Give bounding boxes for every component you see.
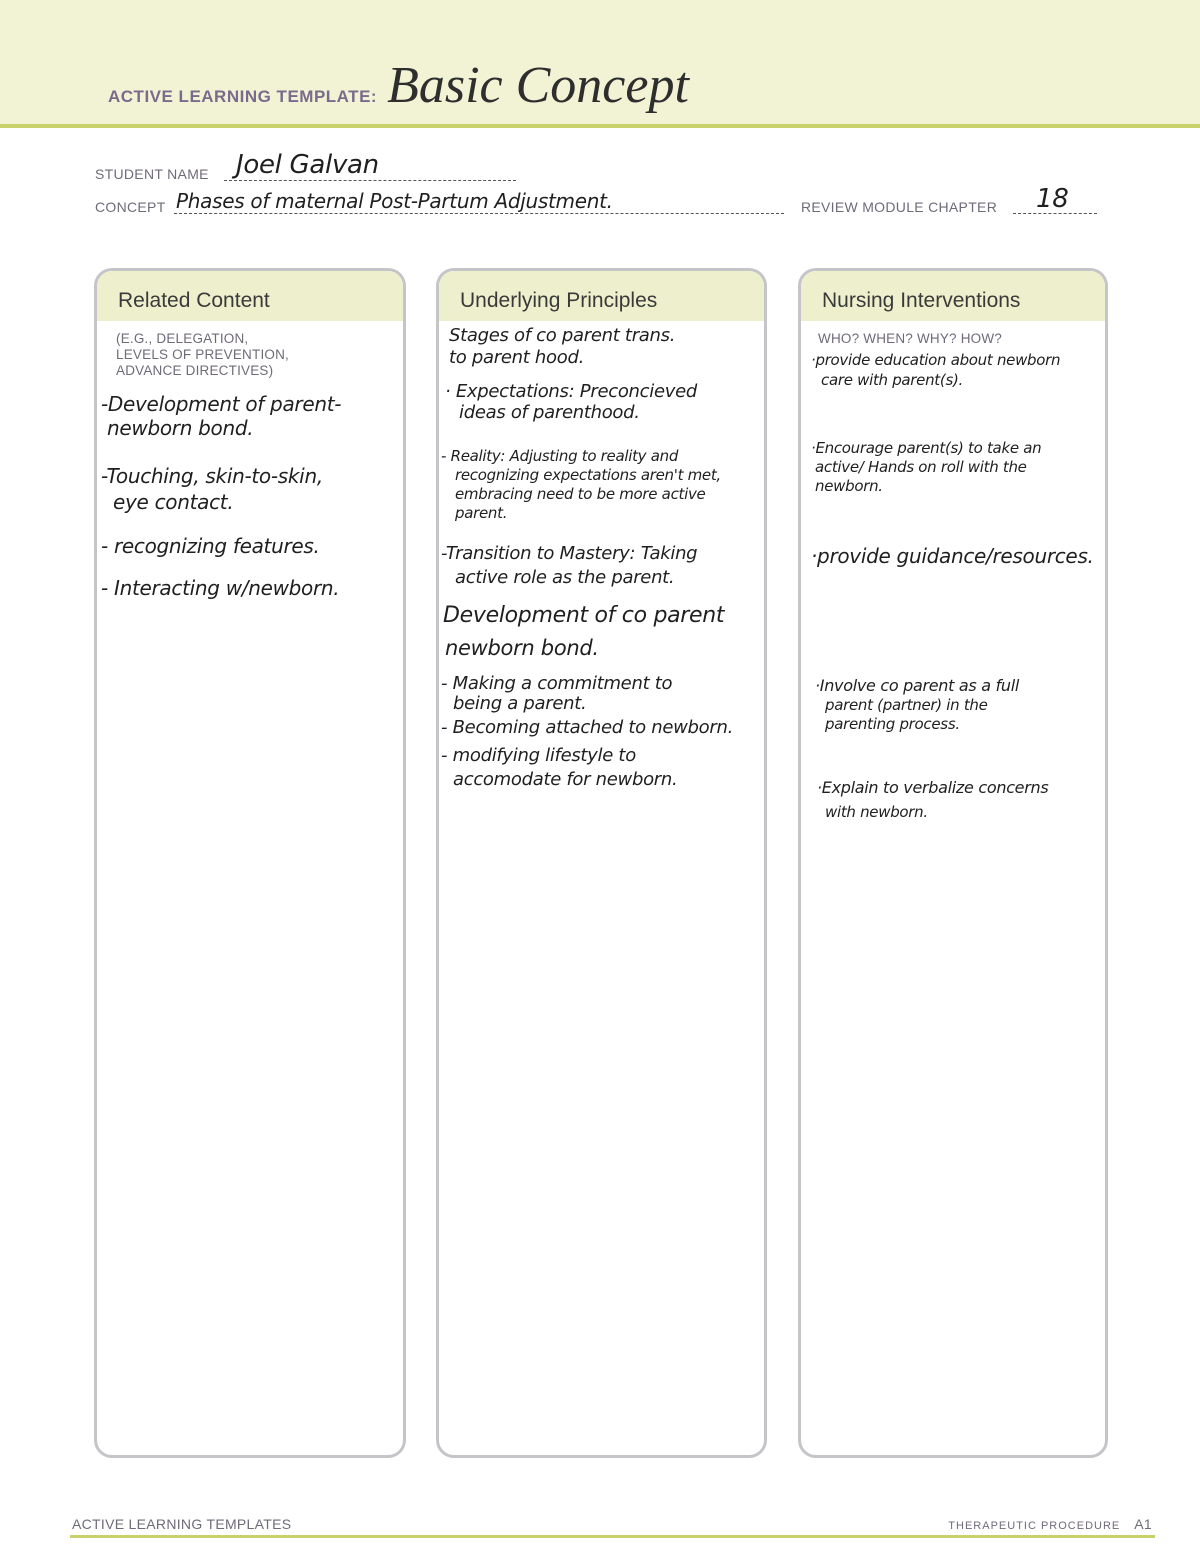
concept-label: CONCEPT [95,199,166,215]
related-note: -Development of parent- [101,392,342,416]
principles-note: - Becoming attached to newborn. [441,717,734,738]
interventions-note: active/ Hands on roll with the [815,458,1027,476]
chapter-label: REVIEW MODULE CHAPTER [801,199,998,215]
concept-underline [174,213,784,214]
template-title: Basic Concept [387,57,689,114]
chapter-value[interactable]: 18 [1036,184,1069,214]
related-content-hint-line: LEVELS OF PREVENTION, [116,347,289,362]
principles-note: - Reality: Adjusting to reality and [441,447,679,465]
nursing-interventions-heading: Nursing Interventions [801,271,1105,321]
principles-note: - modifying lifestyle to [441,745,636,766]
concept-value[interactable]: Phases of maternal Post-Partum Adjustment. [176,189,613,213]
student-name-value[interactable]: Joel Galvan [236,150,379,180]
principles-note: newborn bond. [445,636,599,660]
document-title [108,56,689,115]
principles-note: embracing need to be more active [455,485,706,503]
principles-note: parent. [455,504,508,522]
interventions-note: ·Encourage parent(s) to take an [811,439,1042,457]
related-content-heading: Related Content [97,271,403,321]
interventions-note: ·provide guidance/resources. [811,544,1094,568]
principles-note: · Expectations: Preconcieved [445,381,697,402]
principles-note: accomodate for newborn. [453,769,678,790]
footer-code: A1 [1134,1516,1152,1532]
principles-note: active role as the parent. [455,567,675,588]
template-label: ACTIVE LEARNING TEMPLATE: [108,87,378,106]
principles-note: Stages of co parent trans. [449,325,676,346]
principles-note: to parent hood. [449,347,584,368]
principles-note: ideas of parenthood. [459,402,640,423]
principles-note: Development of co parent [443,603,725,628]
underlying-principles-heading: Underlying Principles [439,271,764,321]
principles-note: being a parent. [453,693,587,714]
interventions-note: ·Explain to verbalize concerns [817,778,1049,797]
interventions-note: newborn. [815,477,883,495]
related-content-hint-line: (E.G., DELEGATION, [116,331,249,346]
underlying-principles-panel [436,268,767,1458]
related-note: - Interacting w/newborn. [101,576,340,600]
interventions-note: parenting process. [825,715,960,733]
related-content-hint-line: ADVANCE DIRECTIVES) [116,363,274,378]
principles-note: - Making a commitment to [441,673,673,694]
related-note: newborn bond. [107,416,254,440]
interventions-note: ·Involve co parent as a full [815,676,1019,695]
related-content-panel [94,268,406,1458]
student-name-underline [224,180,516,181]
nursing-interventions-panel [798,268,1108,1458]
interventions-note: care with parent(s). [821,371,963,389]
footer-procedure-label: THERAPEUTIC PROCEDURE [948,1520,1121,1532]
footer-label: ACTIVE LEARNING TEMPLATES [72,1516,292,1532]
footer-procedure [948,1516,1152,1532]
interventions-note: with newborn. [825,803,928,821]
interventions-note: parent (partner) in the [825,696,988,714]
principles-note: -Transition to Mastery: Taking [441,543,698,564]
related-content-hint [97,321,403,379]
nursing-interventions-hint: WHO? WHEN? WHY? HOW? [818,331,1003,346]
related-note: - recognizing features. [101,534,320,558]
principles-note: recognizing expectations aren't met, [455,466,721,484]
student-name-label: STUDENT NAME [95,166,209,182]
interventions-note: ·provide education about newborn [811,351,1061,369]
related-note: -Touching, skin-to-skin, [101,464,323,488]
related-note: eye contact. [113,490,234,514]
footer-rule [70,1535,1155,1538]
